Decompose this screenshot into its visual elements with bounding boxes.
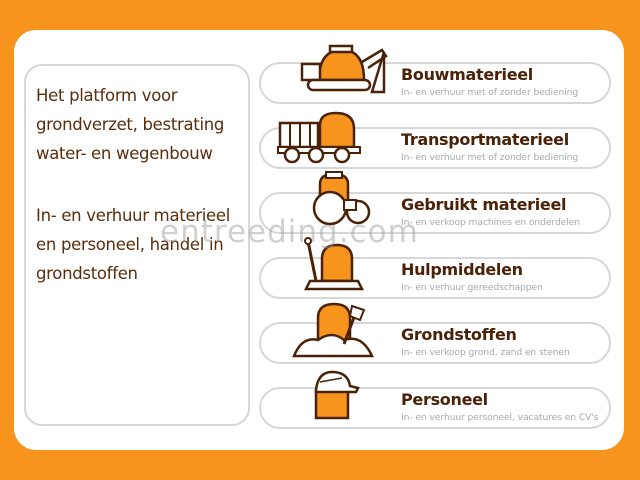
truck-icon xyxy=(272,107,400,167)
category-subtitle: In- en verkoop grond, zand en stenen xyxy=(401,347,570,358)
category-subtitle: In- en verhuur gereedschappen xyxy=(401,282,543,293)
watermark-text: entreeding.com xyxy=(160,214,419,250)
category-title: Transportmaterieel xyxy=(401,130,569,149)
intro-services: In- en verhuur materieel en personeel, handel in grondstoffen xyxy=(36,206,231,283)
category-title: Gebruikt materieel xyxy=(401,195,567,214)
intro-tagline: Het platform voor grondverzet, bestrating water- en wegenbouw xyxy=(36,86,225,163)
category-title: Bouwmaterieel xyxy=(401,65,533,84)
worker-icon xyxy=(272,368,400,428)
category-subtitle: In- en verhuur met of zonder bediening xyxy=(401,152,579,163)
intro-panel xyxy=(24,64,250,426)
shovel-icon xyxy=(272,300,400,360)
category-subtitle: In- en verhuur met of zonder bediening xyxy=(401,87,579,98)
category-subtitle: In- en verkoop machines en onderdelen xyxy=(401,217,580,228)
category-title: Hulpmiddelen xyxy=(401,260,523,279)
category-title: Personeel xyxy=(401,390,488,409)
category-subtitle: In- en verhuur personeel, vacatures en CV's xyxy=(401,412,599,423)
category-title: Grondstoffen xyxy=(401,325,517,344)
excavator-icon xyxy=(272,42,400,102)
roller-icon xyxy=(272,170,400,230)
compactor-icon xyxy=(272,237,400,297)
